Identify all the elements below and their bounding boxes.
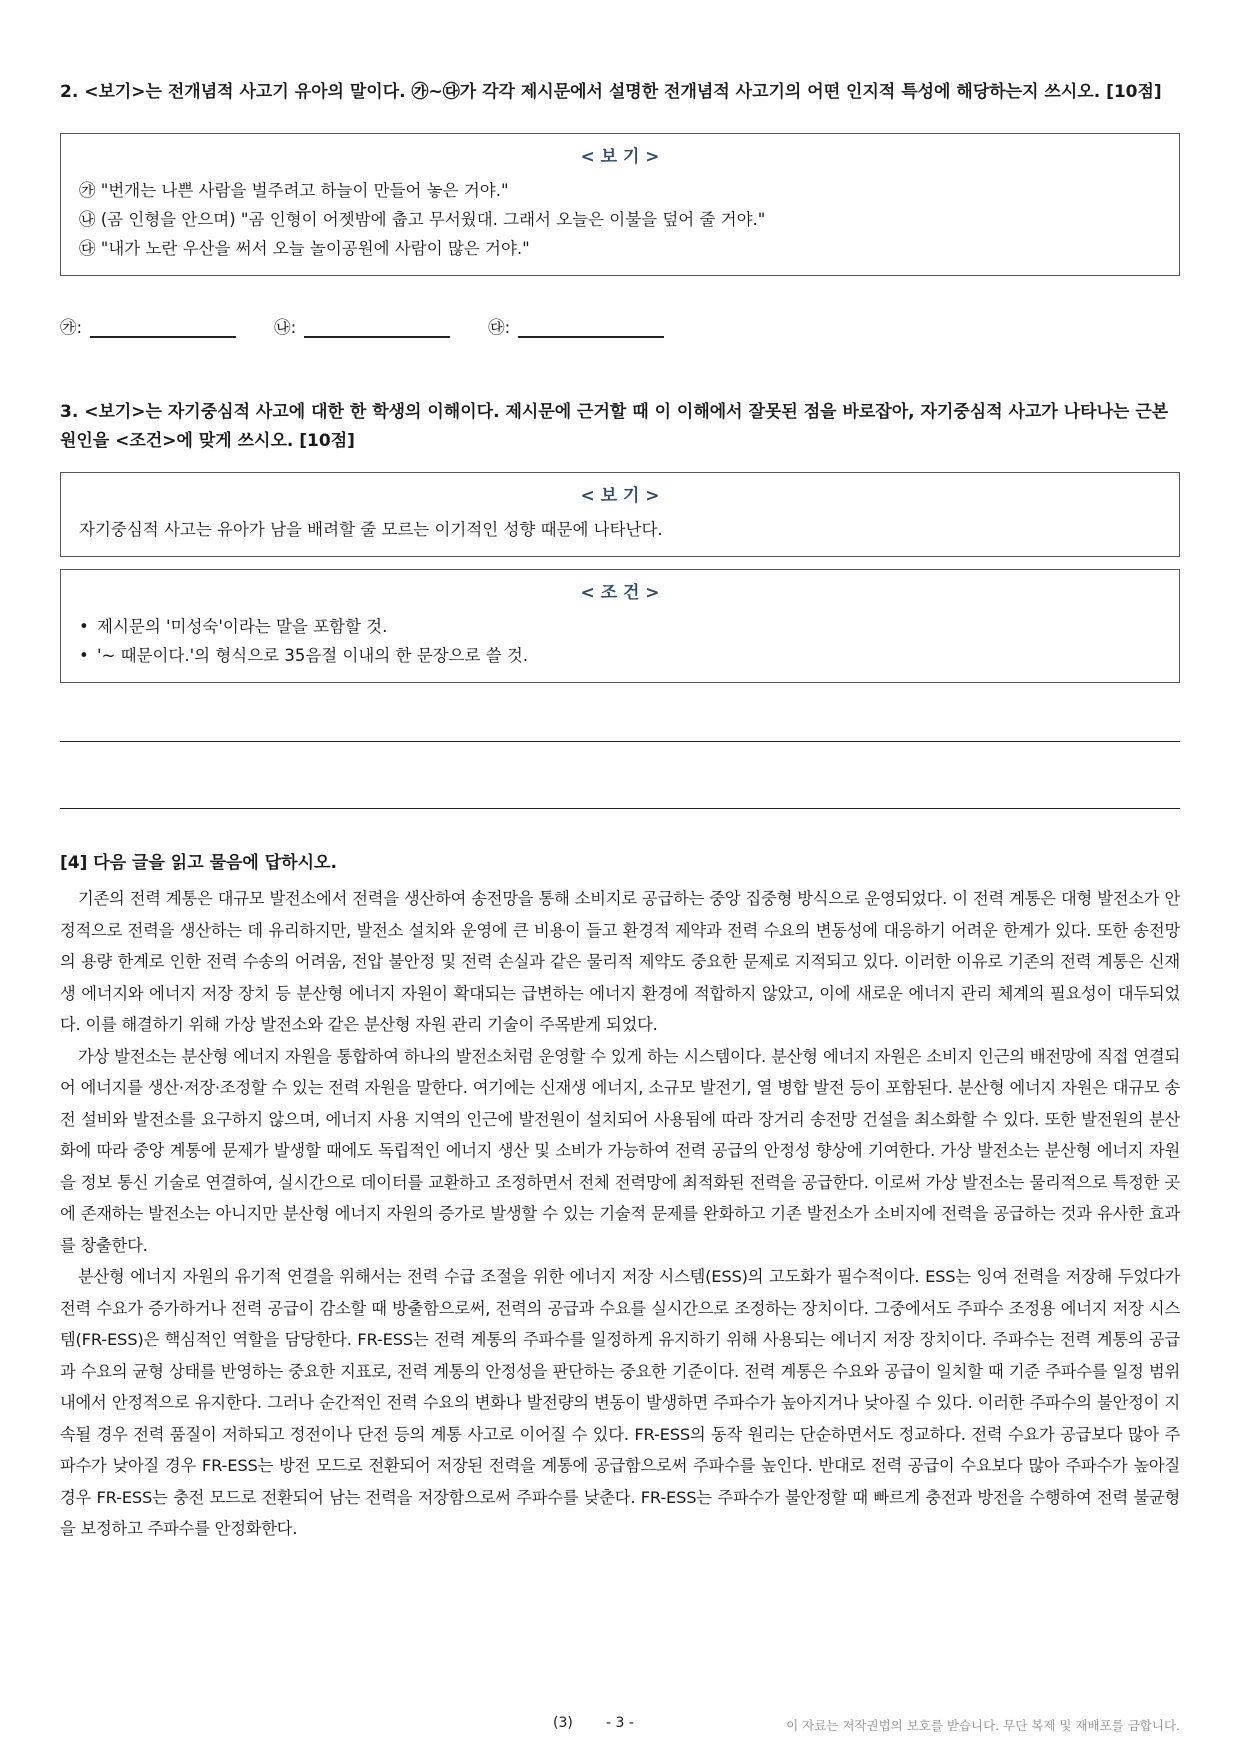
answer-line-2[interactable] — [60, 808, 1180, 809]
answer-da-label: ㉰: — [488, 318, 511, 337]
condition-item-2 — [79, 641, 1161, 670]
q2-example-item-2: ㉯ (곰 인형을 안으며) "곰 인형이 어젯밤에 춥고 무서웠대. 그래서 오늘은 이불을 덮어 줄 거야." — [79, 210, 766, 229]
answer-ga — [60, 314, 236, 338]
passage-paragraph-2: 가상 발전소는 분산형 에너지 자원을 통합하여 하나의 발전소처럼 운영할 수 있게 하는 시스템이다. 분산형 에너지 자원은 소비지 인근의 배전망에 직접 연결되어 에너지를 생산·저장·조정할 수 있는 전력 자원을 말한다. 여기에는 신재생 에너지, 소규모 발전기, 열 병합 발전 등이 포함된다. 분산형 에너지 자원은 대규모 송전 설비와 발전소를 요구하지 않으며, 에너지 사용 지역의 인근에 발전원이 설치되어 사용됨에 따라 장거리 송전망 건설을 최소화할 수 있다. 또한 발전원의 분산화에 따라 중앙 계통에 문제가 발생할 때에도 독립적인 에너지 생산 및 소비가 가능하여 전력 공급의 안정성 향상에 기여한다. 가상 발전소는 분산형 에너지 자원을 정보 통신 기술로 연결하여, 실시간으로 데이터를 교환하고 조정하면서 전체 전력망에 최적화된 전력을 공급한다. 이로써 가상 발전소는 물리적으로 특정한 곳에 존재하는 발전소는 아니지만 분산형 에너지 자원의 증가로 발생할 수 있는 기술적 문제를 완화하고 기존 발전소가 소비지에 전력을 공급하는 것과 유사한 효과를 창출한다. — [60, 1046, 1180, 1255]
answer-na-label: ㉯: — [274, 318, 297, 337]
answer-na — [274, 314, 450, 338]
q3-condition-box — [60, 569, 1180, 683]
q3-example-text: 자기중심적 사고는 유아가 남을 배려할 줄 모르는 이기적인 성향 때문에 나타난다. — [79, 520, 663, 539]
q2-example-item-1: ㉮ "번개는 나쁜 사람을 벌주려고 하늘이 만들어 놓은 거야." — [79, 181, 509, 200]
q2-example-box — [60, 133, 1180, 276]
passage-body — [60, 883, 1180, 1545]
bullet-icon: • — [79, 646, 89, 665]
page-number: - 3 - — [606, 1715, 634, 1731]
answer-ga-blank[interactable] — [90, 316, 236, 338]
page-footer — [0, 1715, 1241, 1739]
q2-example-box-title: < 보 기 > — [580, 147, 660, 167]
answer-ga-label: ㉮: — [60, 318, 83, 337]
passage-paragraph-1: 기존의 전력 계통은 대규모 발전소에서 전력을 생산하여 송전망을 통해 소비지로 공급하는 중앙 집중형 방식으로 운영되었다. 이 전력 계통은 대형 발전소가 안정적으로 전력을 생산하는 데 유리하지만, 발전소 설치와 운영에 큰 비용이 들고 환경적 제약과 전력 수요의 변동성에 대응하기 어려운 한계가 있다. 또한 송전망의 용량 한계로 인한 전력 수송의 어려움, 전압 불안정 및 전력 손실과 같은 물리적 제약도 중요한 문제로 지적되고 있다. 이러한 이유로 기존의 전력 계통은 신재생 에너지와 에너지 저장 장치 등 분산형 에너지 자원이 확대되는 급변하는 에너지 환경에 적합하지 않았고, 이에 새로운 에너지 관리 체계의 필요성이 대두되었다. 이를 해결하기 위해 가상 발전소와 같은 분산형 자원 관리 기술이 주목받게 되었다. — [60, 889, 1180, 1034]
condition-text-2: '~ 때문이다.'의 형식으로 35음절 이내의 한 문장으로 쓸 것. — [97, 646, 529, 665]
copyright-notice: 이 자료는 저작권법의 보호를 받습니다. 무단 복제 및 재배포를 금합니다. — [786, 1718, 1180, 1733]
question-2-title: 2. <보기>는 전개념적 사고기 유아의 말이다. ㉮~㉰가 각각 제시문에서 설명한 전개념적 사고기의 어떤 인지적 특성에 해당하는지 쓰시오. [10점] — [60, 82, 1162, 102]
q3-condition-box-title: < 조 건 > — [580, 583, 660, 603]
exam-page — [60, 78, 1180, 1545]
q3-example-box-title: < 보 기 > — [580, 486, 660, 506]
condition-item-1 — [79, 612, 1161, 641]
question-3-title: 3. <보기>는 자기중심적 사고에 대한 한 학생의 이해이다. 제시문에 근거할 때 이 이해에서 잘못된 점을 바로잡아, 자기중심적 사고가 나타나는 근본 원인을 <조건>에 맞게 쓰시오. [10점] — [60, 402, 1169, 451]
answer-da-blank[interactable] — [518, 316, 664, 338]
answer-na-blank[interactable] — [304, 316, 450, 338]
page-label: (3) — [553, 1715, 573, 1731]
q2-answer-row — [60, 310, 1180, 338]
answer-line-1[interactable] — [60, 741, 1180, 742]
passage-title: [4] 다음 글을 읽고 물음에 답하시오. — [60, 853, 337, 873]
bullet-icon: • — [79, 617, 89, 636]
q2-example-item-3: ㉰ "내가 노란 우산을 써서 오늘 놀이공원에 사람이 많은 거야." — [79, 239, 530, 258]
condition-text-1: 제시문의 '미성숙'이라는 말을 포함할 것. — [97, 617, 388, 636]
passage-paragraph-3: 분산형 에너지 자원의 유기적 연결을 위해서는 전력 수급 조절을 위한 에너지 저장 시스템(ESS)의 고도화가 필수적이다. ESS는 잉여 전력을 저장해 두었다가 전력 수요가 증가하거나 전력 공급이 감소할 때 방출함으로써, 전력의 공급과 수요를 실시간으로 조정하는 장치이다. 그중에서도 주파수 조정용 에너지 저장 시스템(FR-ESS)은 핵심적인 역할을 담당한다. FR-ESS는 전력 계통의 주파수를 일정하게 유지하기 위해 사용되는 에너지 저장 장치이다. 주파수는 전력 계통의 공급과 수요의 균형 상태를 반영하는 중요한 지표로, 전력 계통의 안정성을 판단하는 중요한 기준이다. 전력 계통은 수요와 공급이 일치할 때 기준 주파수를 일정 범위 내에서 안정적으로 유지한다. 그러나 순간적인 전력 수요의 변화나 발전량의 변동이 발생하면 주파수가 높아지거나 낮아질 수 있다. 이러한 주파수의 불안정이 지속될 경우 전력 품질이 저하되고 정전이나 단전 등의 계통 사고로 이어질 수 있다. FR-ESS의 동작 원리는 단순하면서도 정교하다. 전력 수요가 공급보다 많아 주파수가 낮아질 경우 FR-ESS는 방전 모드로 전환되어 저장된 전력을 계통에 공급함으로써 주파수를 높인다. 반대로 전력 공급이 수요보다 많아 주파수가 높아질 경우 FR-ESS는 충전 모드로 전환되어 남는 전력을 저장함으로써 주파수를 낮춘다. FR-ESS는 주파수가 불안정할 때 빠르게 충전과 방전을 수행하여 전력 불균형을 보정하고 주파수를 안정화한다. — [60, 1267, 1180, 1538]
answer-da — [488, 314, 664, 338]
q3-example-box — [60, 472, 1180, 557]
